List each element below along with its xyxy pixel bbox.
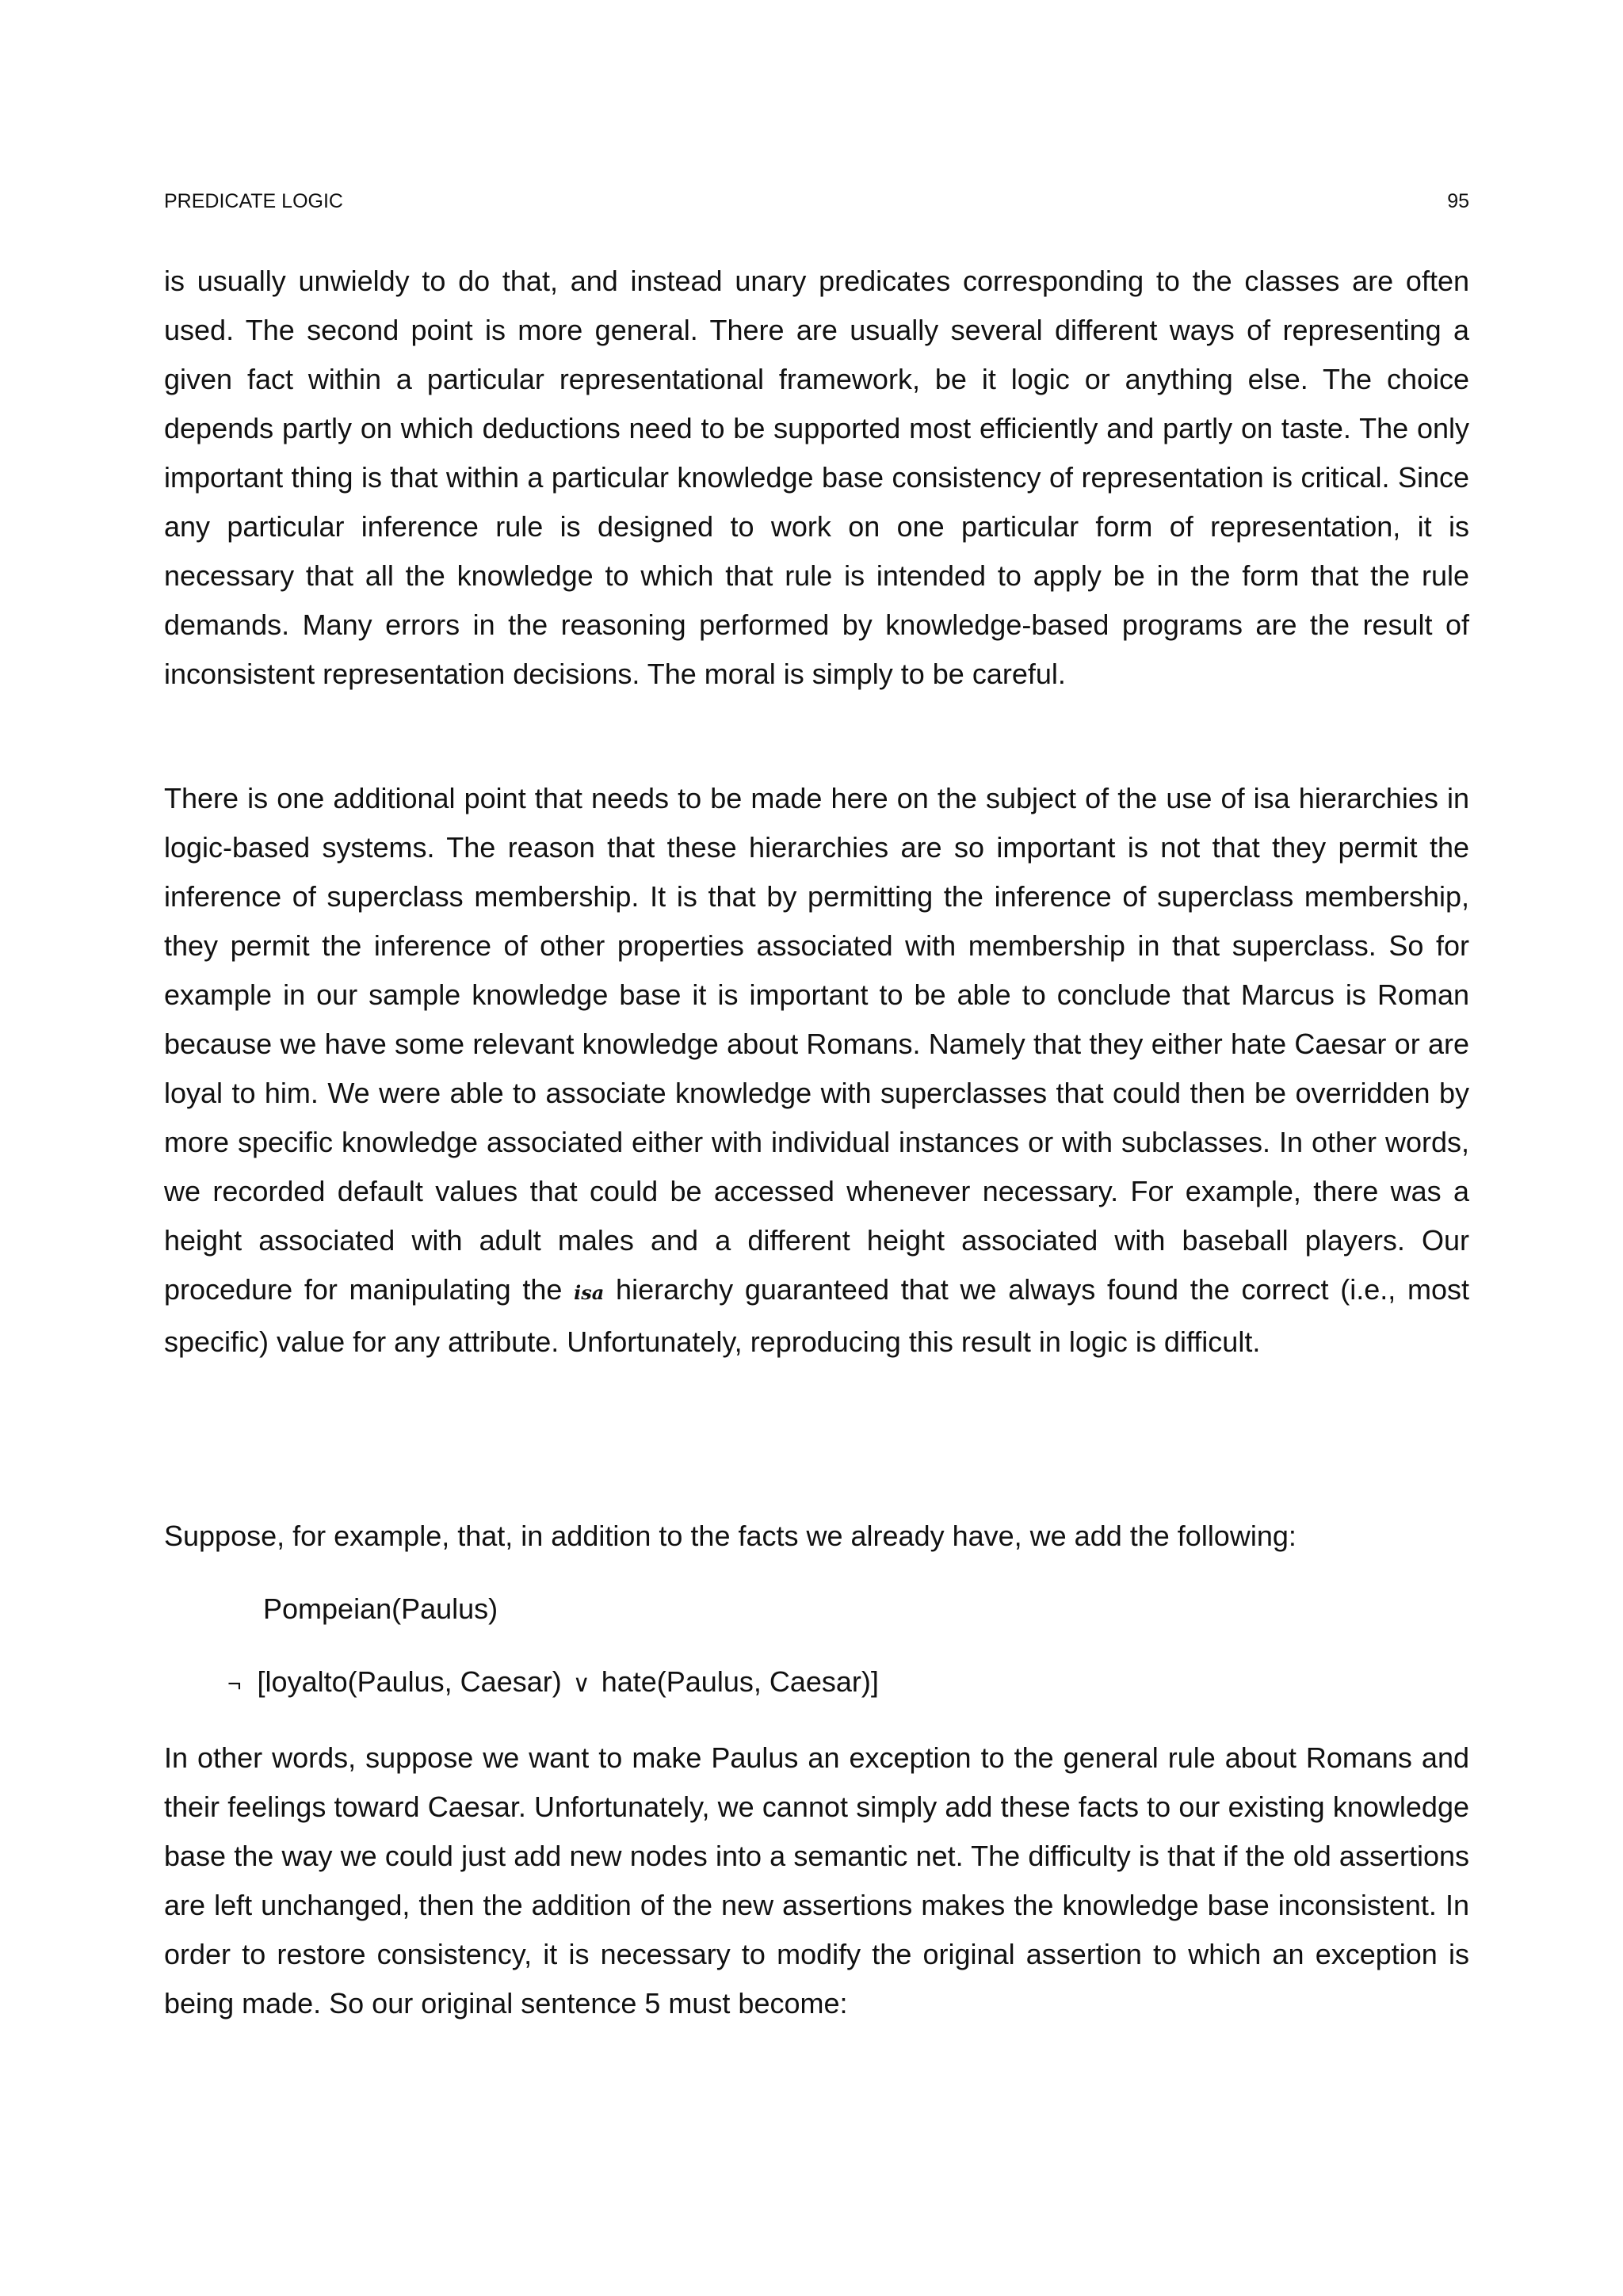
- isa-term: isa: [574, 1281, 605, 1304]
- paragraph-representation-consistency: is usually unwieldy to do that, and instead unary predicates corresponding to the classes are often used. The second point is more general. There are usually several different ways of representing a given fact within a particular representational framework, be it logic or anything else. The choice depends partly on which deductions need to be supported most efficiently and partly on taste. The only important thing is that within a particular knowledge base consistency of representation is critical. Since any particular inference rule is designed to work on one particular form of representation, it is necessary that all the knowledge to which that rule is intended to apply be in the form that the rule demands. Many errors in the reasoning performed by knowledge-based programs are the result of inconsistent representation decisions. The moral is simply to be careful.: [164, 265, 1469, 690]
- paragraph-text: hierarchy guaranteed that we always found the correct (i.e., most specific) value for any attribute. Unfortunately, reproducing this result in logic is difficult.: [164, 1273, 1469, 1358]
- paragraph-exception: In other words, suppose we want to make Paulus an exception to the general rule about Romans and their feelings toward Caesar. Unfortunately, we cannot simply add these facts to our existing knowledge base the way we could just add new nodes into a semantic net. The difficulty is that if the old assertions are left unchanged, then the addition of the new assertions makes the knowledge base inconsistent. In order to restore consistency, it is necessary to modify the original assertion to which an exception is being made. So our original sentence 5 must become:: [164, 1741, 1469, 2019]
- formula-negation: [227, 1657, 879, 1709]
- paragraph-suppose: Suppose, for example, that, in addition to the facts we already have, we add the following:: [164, 1520, 1296, 1552]
- formula-right: hate(Paulus, Caesar)]: [601, 1665, 879, 1698]
- page-number: 95: [1447, 190, 1469, 212]
- negation-symbol: ¬: [227, 1671, 242, 1697]
- formula-pompeian: Pompeian(Paulus): [263, 1592, 498, 1625]
- paragraph-isa-hierarchies: [164, 774, 1469, 1367]
- or-symbol: ∨: [572, 1671, 590, 1697]
- formula-left: [loyalto(Paulus, Caesar): [257, 1665, 562, 1698]
- header-title: PREDICATE LOGIC: [164, 190, 343, 212]
- document-page: [164, 0, 1469, 2296]
- paragraph-text: There is one additional point that needs to be made here on the subject of the use of isa hierarchies in logic-based systems. The reason that these hierarchies are so important is not that they permit the inference of superclass membership. It is that by permitting the inference of superclass membership, they permit the inference of other properties associated with membership in that superclass. So for example in our sample knowledge base it is important to be able to conclude that Marcus is Roman because we have some relevant knowledge about Romans. Namely that they either hate Caesar or are loyal to him. We were able to associate knowledge with superclasses that could then be overridden by more specific knowledge associated either with individual instances or with subclasses. In other words, we recorded default values that could be accessed whenever necessary. For example, there was a height associated with adult males and a different height associated with baseball players. Our procedure for manipulating the: [164, 782, 1469, 1306]
- running-header: [164, 189, 1469, 214]
